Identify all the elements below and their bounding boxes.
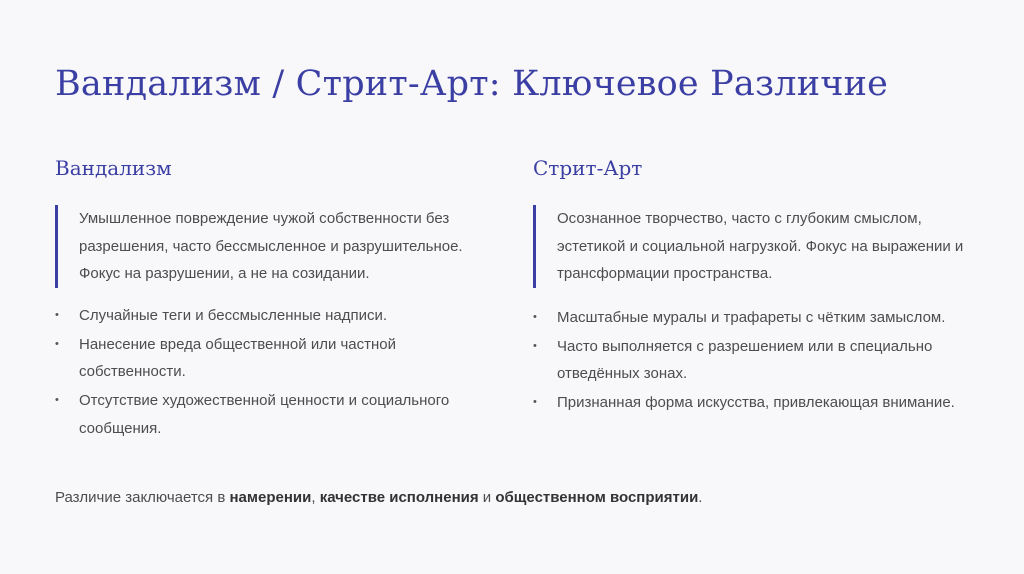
- summary-suffix: .: [698, 489, 703, 506]
- street-art-column: [533, 153, 978, 418]
- summary-keyword-intent: намерении: [229, 489, 312, 506]
- vandalism-heading: Вандализм: [55, 156, 172, 180]
- street-art-bullet-item: [533, 389, 978, 417]
- summary-separator: ,: [311, 489, 320, 506]
- bullet-icon: •: [55, 308, 59, 321]
- vandalism-bullet-item: [55, 302, 495, 330]
- bullet-text: Случайные теги и бессмысленные надписи.: [79, 306, 388, 324]
- street-art-definition-quote: Осознанное творчество, часто с глубоким смыслом, эстетикой и социальной нагрузкой. Фокус на выражении и трансформации пространства.: [533, 205, 978, 288]
- bullet-icon: •: [533, 396, 537, 408]
- vandalism-bullet-item: [55, 331, 495, 386]
- vandalism-bullet-list: [55, 302, 495, 443]
- vandalism-column: [55, 153, 495, 444]
- bullet-icon: •: [55, 394, 59, 406]
- bullet-icon: •: [533, 339, 537, 352]
- street-art-bullet-item: [533, 333, 978, 388]
- summary-prefix: Различие заключается в: [55, 489, 230, 506]
- summary-keyword-perception: общественном восприятии: [495, 489, 699, 506]
- bullet-text: Часто выполняется с разрешением или в специально отведённых зонах.: [557, 337, 933, 382]
- bullet-text: Масштабные муралы и трафареты с чётким замыслом.: [557, 308, 946, 326]
- bullet-text: Нанесение вреда общественной или частной собственности.: [79, 335, 397, 380]
- summary-footer: [55, 485, 702, 511]
- vandalism-bullet-item: [55, 387, 495, 442]
- bullet-text: Отсутствие художественной ценности и социального сообщения.: [79, 392, 450, 437]
- summary-separator: и: [478, 489, 496, 506]
- bullet-icon: •: [55, 337, 59, 350]
- street-art-bullet-list: [533, 304, 978, 417]
- street-art-bullet-item: [533, 304, 978, 332]
- street-art-heading: Стрит-Арт: [533, 156, 643, 180]
- bullet-text: Признанная форма искусства, привлекающая внимание.: [557, 394, 955, 411]
- vandalism-definition-quote: Умышленное повреждение чужой собственности без разрешения, часто бессмысленное и разрушительное. Фокус на разрушении, а не на созидании.: [55, 205, 495, 288]
- bullet-icon: •: [533, 310, 537, 323]
- summary-keyword-quality: качестве исполнения: [319, 489, 479, 506]
- slide-title: Вандализм / Стрит-Арт: Ключевое Различие: [55, 64, 889, 104]
